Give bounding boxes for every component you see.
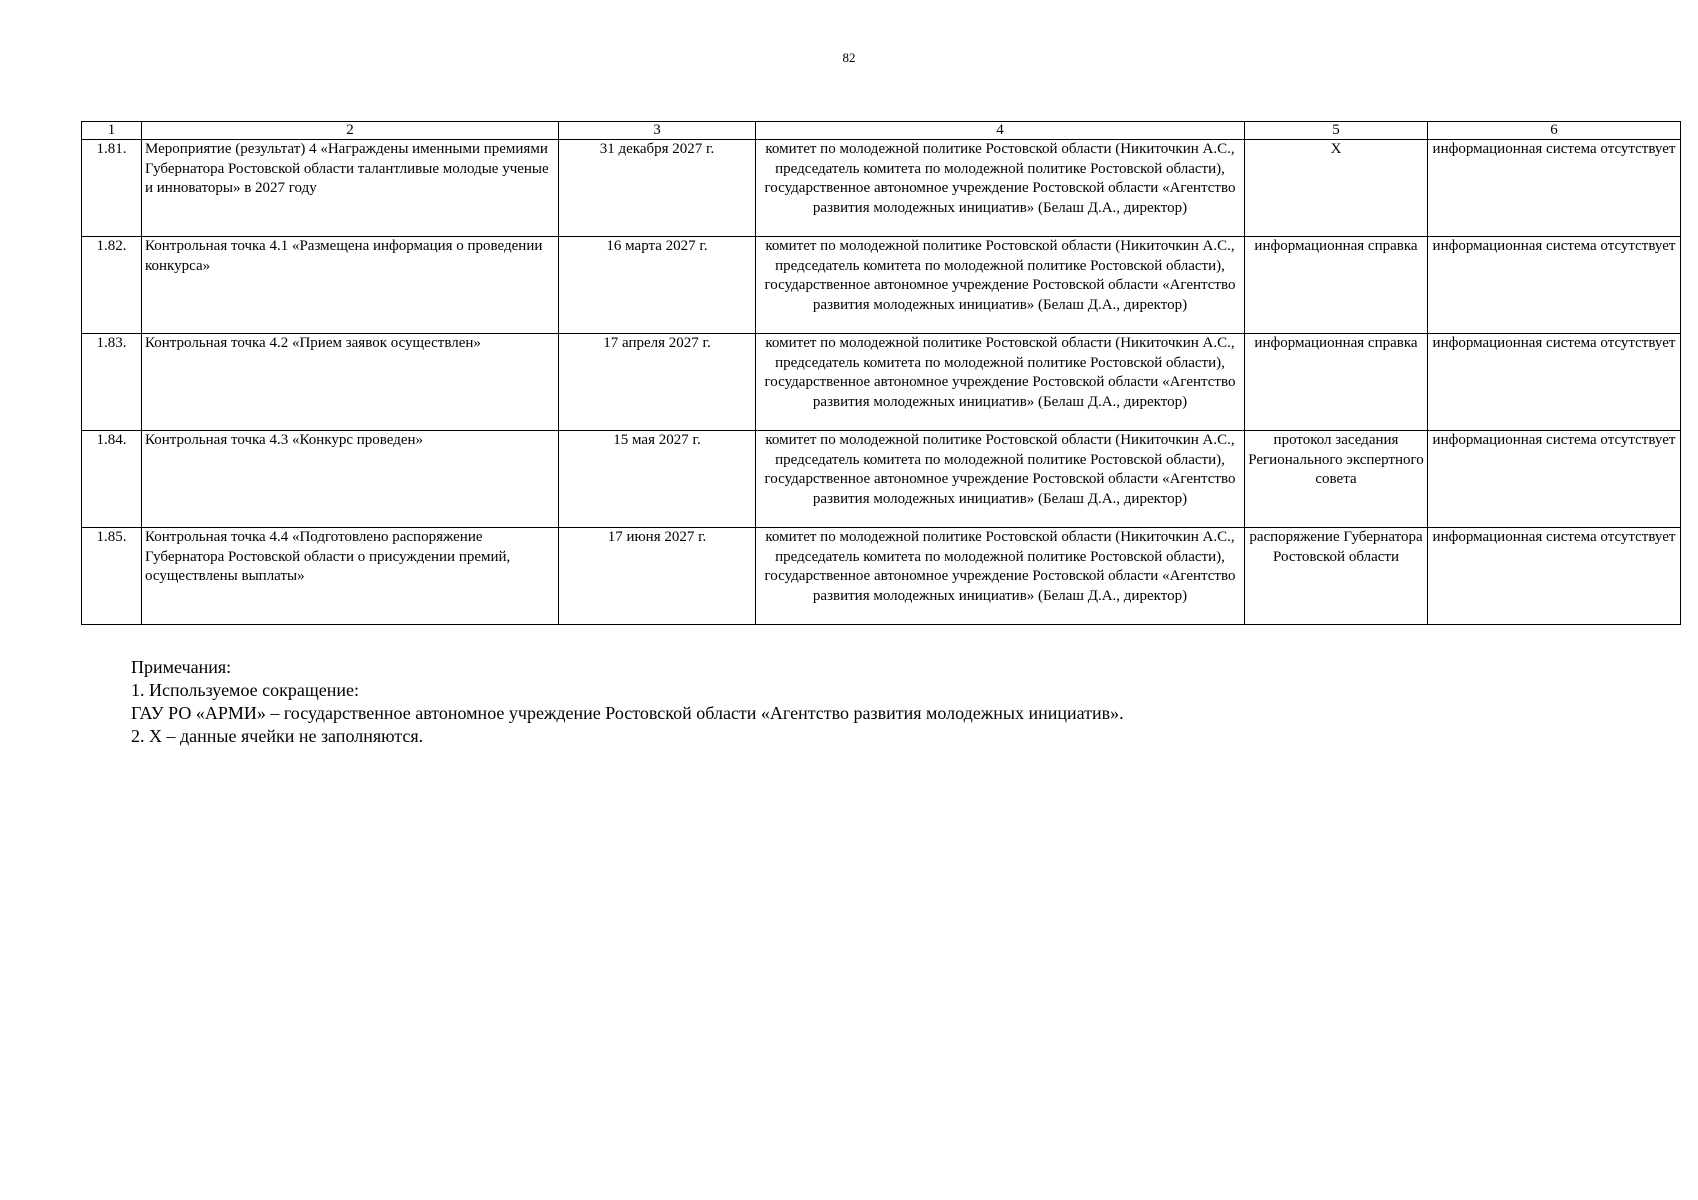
event-name: Контрольная точка 4.2 «Прием заявок осуществлен» [142, 334, 559, 431]
confirming-document: информационная справка [1245, 334, 1428, 431]
information-system: информационная система отсутствует [1428, 334, 1681, 431]
event-name: Контрольная точка 4.3 «Конкурс проведен» [142, 431, 559, 528]
notes-heading: Примечания: [131, 657, 232, 677]
column-number-row [82, 122, 1681, 140]
table-row [82, 140, 1681, 237]
table-row [82, 431, 1681, 528]
row-number: 1.82. [82, 237, 142, 334]
deadline-date: 31 декабря 2027 г. [559, 140, 756, 237]
information-system: информационная система отсутствует [1428, 140, 1681, 237]
deadline-date: 15 мая 2027 г. [559, 431, 756, 528]
event-name: Контрольная точка 4.1 «Размещена информация о проведении конкурса» [142, 237, 559, 334]
column-header: 6 [1428, 122, 1681, 140]
table-row [82, 237, 1681, 334]
confirming-document: информационная справка [1245, 237, 1428, 334]
row-number: 1.81. [82, 140, 142, 237]
responsible-executor: комитет по молодежной политике Ростовской области (Никиточкин А.С., председатель комитета по молодежной политике Ростовской области), государственное автономное учреждение Ростовской области «Агентство развития молодежных инициатив» (Белаш Д.А., директор) [756, 140, 1245, 237]
notes-section [131, 656, 1611, 748]
confirming-document: Х [1245, 140, 1428, 237]
column-header: 4 [756, 122, 1245, 140]
information-system: информационная система отсутствует [1428, 237, 1681, 334]
column-header: 1 [82, 122, 142, 140]
implementation-plan-table [81, 121, 1681, 625]
deadline-date: 17 июня 2027 г. [559, 528, 756, 625]
confirming-document: протокол заседания Регионального экспертного совета [1245, 431, 1428, 528]
column-header: 2 [142, 122, 559, 140]
responsible-executor: комитет по молодежной политике Ростовской области (Никиточкин А.С., председатель комитета по молодежной политике Ростовской области), государственное автономное учреждение Ростовской области «Агентство развития молодежных инициатив» (Белаш Д.А., директор) [756, 237, 1245, 334]
responsible-executor: комитет по молодежной политике Ростовской области (Никиточкин А.С., председатель комитета по молодежной политике Ростовской области), государственное автономное учреждение Ростовской области «Агентство развития молодежных инициатив» (Белаш Д.А., директор) [756, 528, 1245, 625]
event-name: Контрольная точка 4.4 «Подготовлено распоряжение Губернатора Ростовской области о присуждении премий, осуществлены выплаты» [142, 528, 559, 625]
deadline-date: 17 апреля 2027 г. [559, 334, 756, 431]
note-abbreviation-intro: 1. Используемое сокращение: [131, 680, 359, 700]
responsible-executor: комитет по молодежной политике Ростовской области (Никиточкин А.С., председатель комитета по молодежной политике Ростовской области), государственное автономное учреждение Ростовской области «Агентство развития молодежных инициатив» (Белаш Д.А., директор) [756, 334, 1245, 431]
note-abbreviation-definition: ГАУ РО «АРМИ» – государственное автономное учреждение Ростовской области «Агентство развития молодежных инициатив». [131, 703, 1124, 723]
responsible-executor: комитет по молодежной политике Ростовской области (Никиточкин А.С., председатель комитета по молодежной политике Ростовской области), государственное автономное учреждение Ростовской области «Агентство развития молодежных инициатив» (Белаш Д.А., директор) [756, 431, 1245, 528]
note-empty-cells: 2. Х – данные ячейки не заполняются. [131, 726, 424, 746]
column-header: 3 [559, 122, 756, 140]
table-row [82, 528, 1681, 625]
row-number: 1.85. [82, 528, 142, 625]
confirming-document: распоряжение Губернатора Ростовской области [1245, 528, 1428, 625]
information-system: информационная система отсутствует [1428, 431, 1681, 528]
page-number: 82 [842, 50, 856, 65]
column-header: 5 [1245, 122, 1428, 140]
table-row [82, 334, 1681, 431]
deadline-date: 16 марта 2027 г. [559, 237, 756, 334]
row-number: 1.83. [82, 334, 142, 431]
event-name: Мероприятие (результат) 4 «Награждены именными премиями Губернатора Ростовской области талантливые молодые ученые и инноваторы» в 2027 году [142, 140, 559, 237]
row-number: 1.84. [82, 431, 142, 528]
information-system: информационная система отсутствует [1428, 528, 1681, 625]
